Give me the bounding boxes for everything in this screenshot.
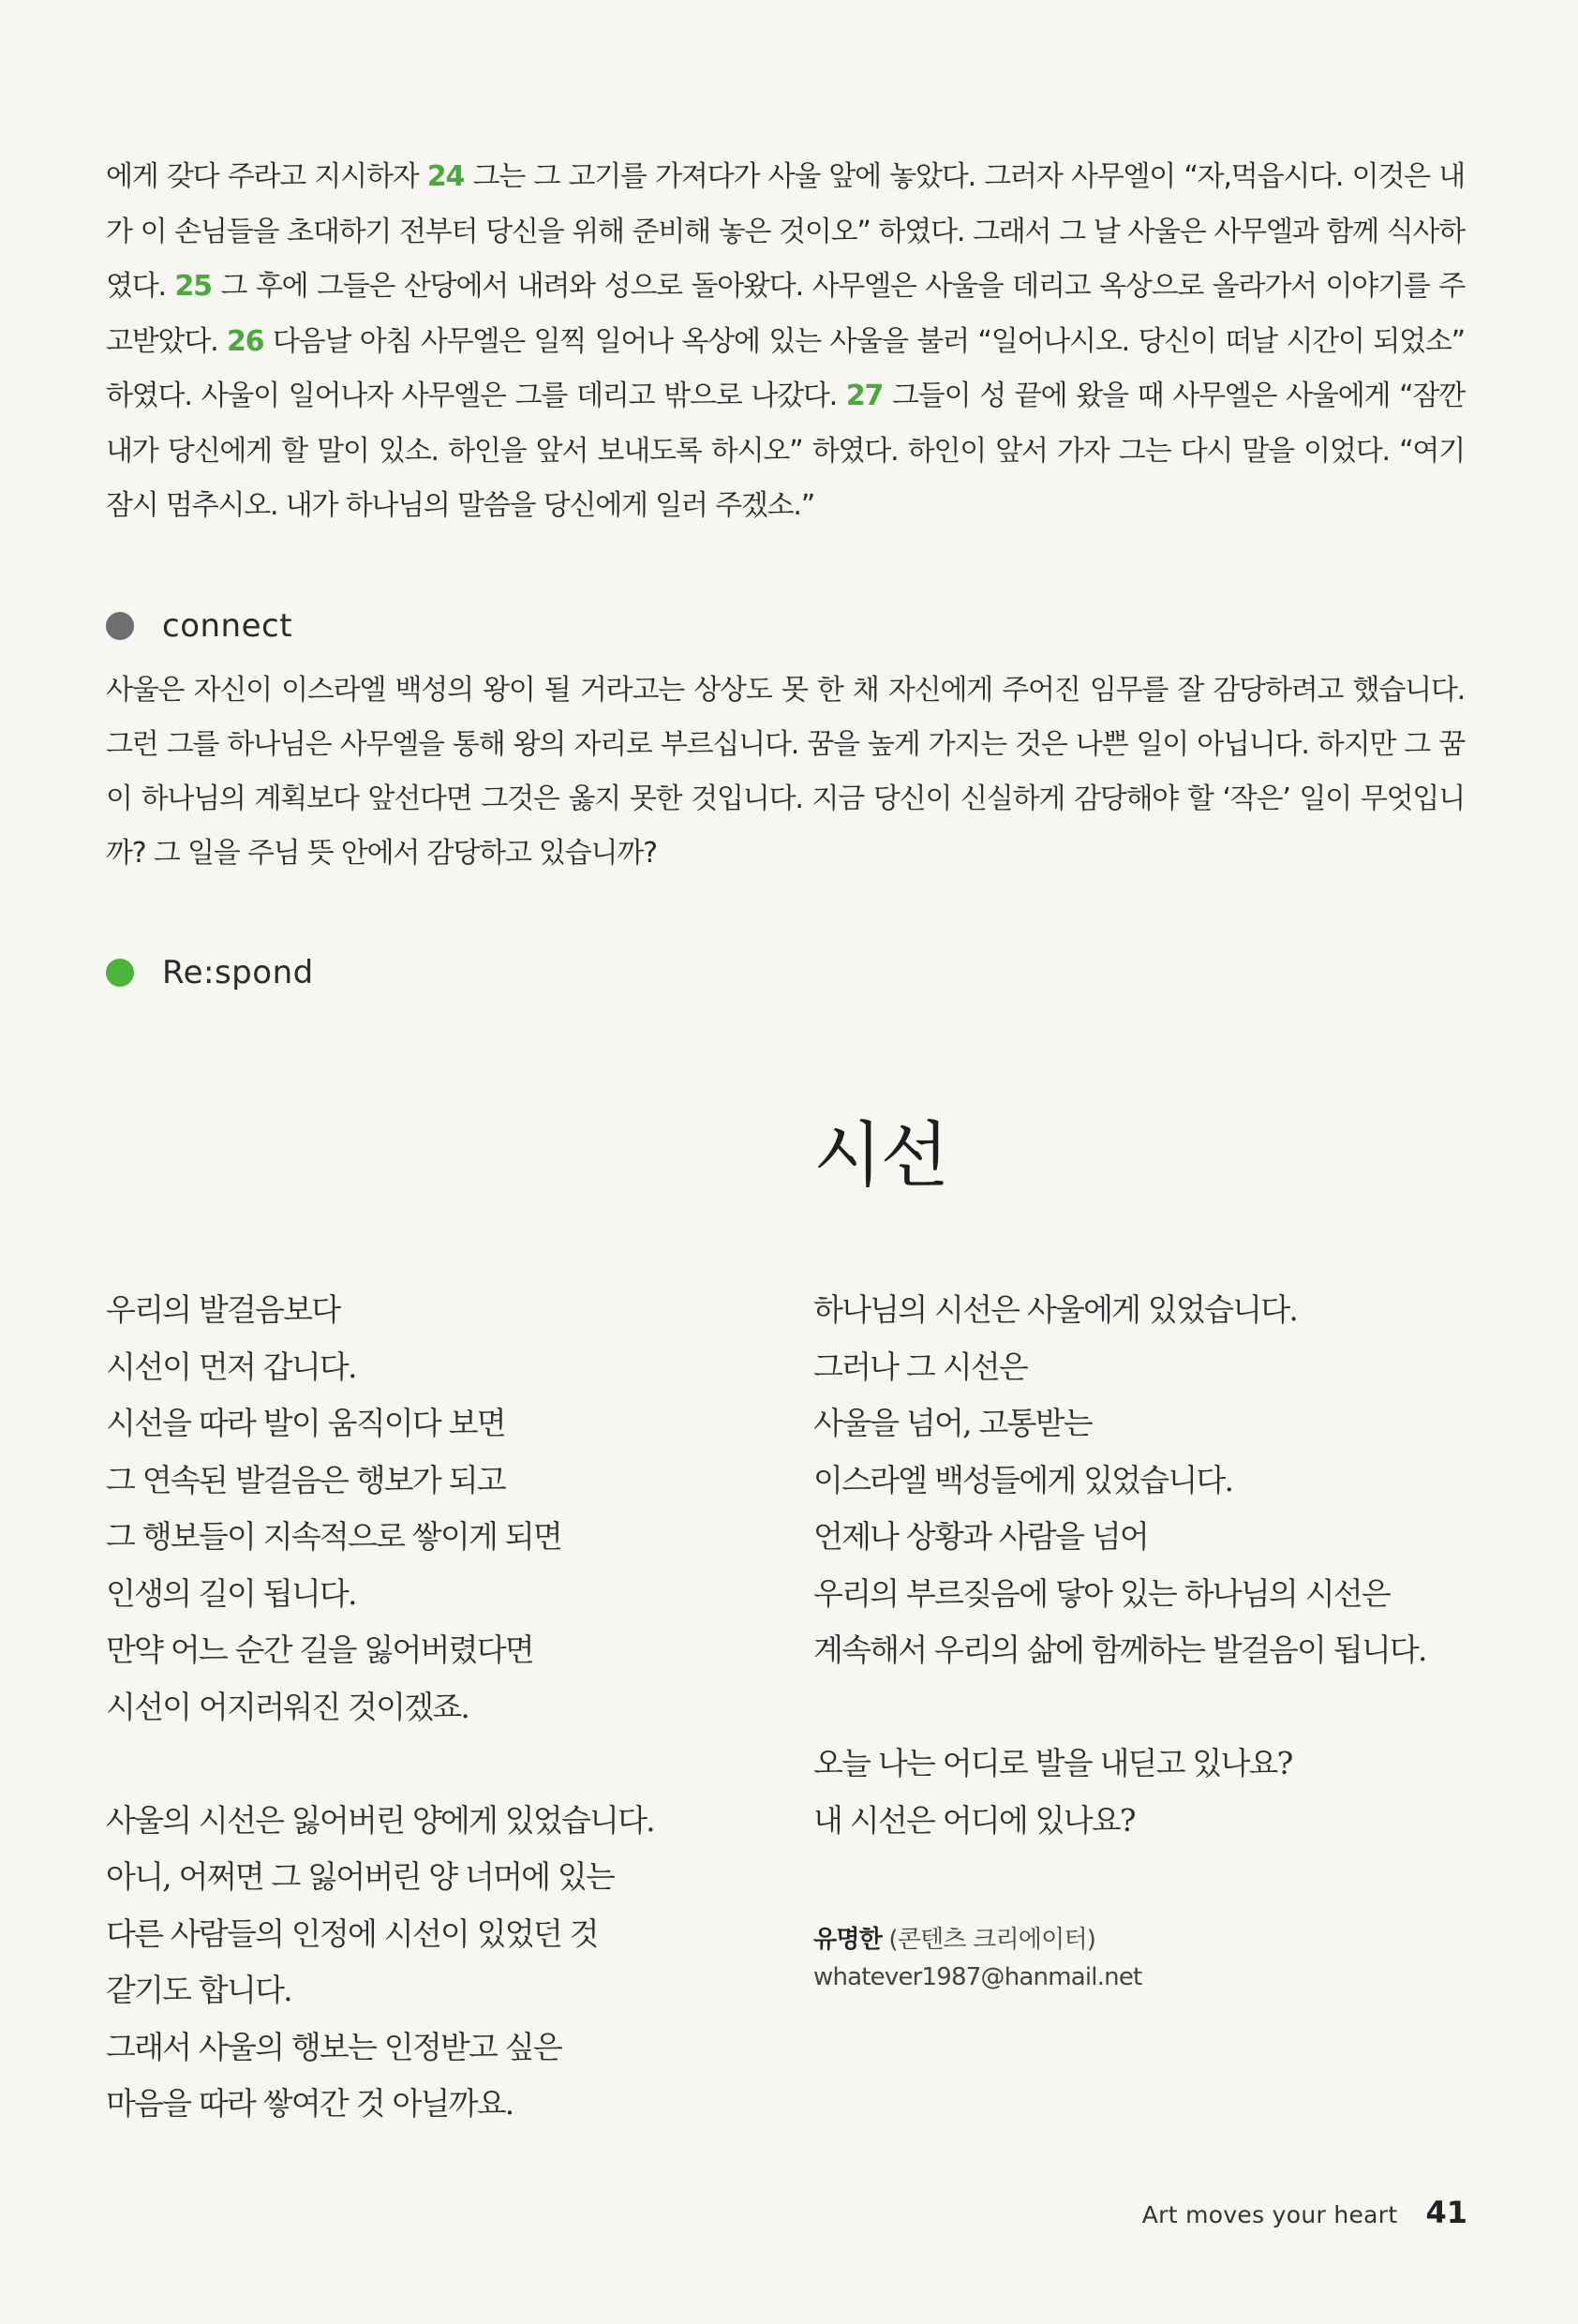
verse-number: 25	[174, 270, 212, 303]
poem-line: 그러나 그 시선은	[813, 1348, 1027, 1385]
respond-header	[106, 954, 314, 991]
verse-number: 24	[426, 160, 465, 193]
poem-line: 인생의 길이 됩니다.	[106, 1574, 356, 1612]
connect-text: 사울은 자신이 이스라엘 백성의 왕이 될 거라고는 상상도 못 한 채 자신에게 주어진 임무를 잘 감당하려고 했습니다. 그런 그를 하나님은 사무엘을 통해 왕의 자리로 부르십니다. 꿈을 높게 가지는 것은 나쁜 일이 아닙니다. 하지만 그 꿈이 하나님의 계획보다 앞선다면 그것은 옳지 못한 것입니다. 지금 당신이 신실하게 감당해야 할 ‘작은’ 일이 무엇입니까? 그 일을 주님 뜻 안에서 감당하고 있습니까?	[106, 674, 1465, 870]
connect-title: connect	[162, 607, 293, 645]
poem-line: 언제나 상황과 사람을 넘어	[813, 1518, 1148, 1555]
scripture-text: 그 후에 그들은 산당에서 내려와 성으로 돌아왔다. 사무엘은 사울을 데리고 옥상으로 올라가서 이야기를 주고받았다.	[106, 270, 1465, 358]
stanza-break	[106, 1736, 654, 1793]
respond-bullet-icon	[106, 959, 134, 987]
author-name: 유명한	[813, 1926, 882, 1954]
stanza-break	[813, 1679, 1426, 1736]
verse-number: 26	[227, 324, 264, 358]
poem-line: 그래서 사울의 행보는 인정받고 싶은	[106, 2028, 561, 2065]
poem-left-column	[106, 1282, 654, 2133]
scripture-text: 그는 그 고기를 가져다가 사울 앞에 놓았다. 그러자 사무엘이 “자,먹읍시다. 이것은 내가 이 손님들을 초대하기 전부터 당신을 위해 준비해 놓은 것이오” 하였다. 그래서 그 날 사울은 사무엘과 함께 식사하였다.	[106, 160, 1465, 303]
poem-line: 그 행보들이 지속적으로 쌓이게 되면	[106, 1518, 561, 1555]
verse-number: 27	[845, 380, 884, 412]
connect-header	[106, 607, 292, 645]
author-email: whatever1987@hanmail.net	[813, 1963, 1142, 1991]
author-credit	[813, 1921, 1141, 1996]
poem-line: 시선이 어지러워진 것이겠죠.	[106, 1688, 469, 1725]
scripture-text: 에게 갖다 주라고 지시하자	[106, 160, 427, 193]
footer-tagline: Art moves your heart	[1141, 2201, 1398, 2228]
scripture-passage	[106, 150, 1465, 534]
poem-line: 사울의 시선은 잃어버린 양에게 있었습니다.	[106, 1801, 654, 1839]
poem-line: 아니, 어쩌면 그 잃어버린 양 너머에 있는	[106, 1858, 615, 1895]
poem-line: 계속해서 우리의 삶에 함께하는 발걸음이 됩니다.	[813, 1631, 1426, 1668]
poem-line: 우리의 부르짖음에 닿아 있는 하나님의 시선은	[813, 1574, 1390, 1612]
respond-title: Re:spond	[162, 954, 314, 991]
author-role: (콘텐츠 크리에이터)	[888, 1926, 1096, 1954]
poem-line: 다른 사람들의 인정에 시선이 있었던 것	[106, 1914, 598, 1952]
page-footer	[1142, 2195, 1467, 2230]
poem-line: 같기도 합니다.	[106, 1972, 291, 2008]
poem-line: 오늘 나는 어디로 발을 내딛고 있나요?	[813, 1745, 1292, 1781]
poem-line: 이스라엘 백성들에게 있었습니다.	[813, 1461, 1233, 1498]
poem-line: 하나님의 시선은 사울에게 있었습니다.	[813, 1291, 1298, 1328]
poem-line: 만약 어느 순간 길을 잃어버렸다면	[106, 1631, 533, 1668]
connect-bullet-icon	[106, 612, 134, 640]
scripture-text: 다음날 아침 사무엘은 일찍 일어나 옥상에 있는 사울을 불러 “일어나시오. 당신이 떠날 시간이 되었소” 하였다. 사울이 일어나자 사무엘은 그를 데리고 밖으로 나갔다.	[106, 324, 1465, 412]
poem-title: 시선	[813, 1113, 947, 1197]
poem-line: 그 연속된 발걸음은 행보가 되고	[106, 1461, 505, 1498]
poem-line: 마음을 따라 쌓여간 것 아닐까요.	[106, 2085, 514, 2122]
poem-right-column	[813, 1282, 1426, 1849]
poem-line: 내 시선은 어디에 있나요?	[813, 1801, 1135, 1839]
page-number: 41	[1425, 2195, 1467, 2230]
poem-line: 시선이 먼저 갑니다.	[106, 1348, 356, 1385]
poem-line: 시선을 따라 발이 움직이다 보면	[106, 1405, 505, 1441]
poem-line: 사울을 넘어, 고통받는	[813, 1405, 1092, 1441]
scripture-text: 그들이 성 끝에 왔을 때 사무엘은 사울에게 “잠깐 내가 당신에게 할 말이 있소. 하인을 앞서 보내도록 하시오” 하였다. 하인이 앞서 가자 그는 다시 말을 이었다. “여기 잠시 멈추시오. 내가 하나님의 말씀을 당신에게 일러 주겠소.”	[106, 380, 1465, 522]
poem-line: 우리의 발걸음보다	[106, 1291, 340, 1328]
